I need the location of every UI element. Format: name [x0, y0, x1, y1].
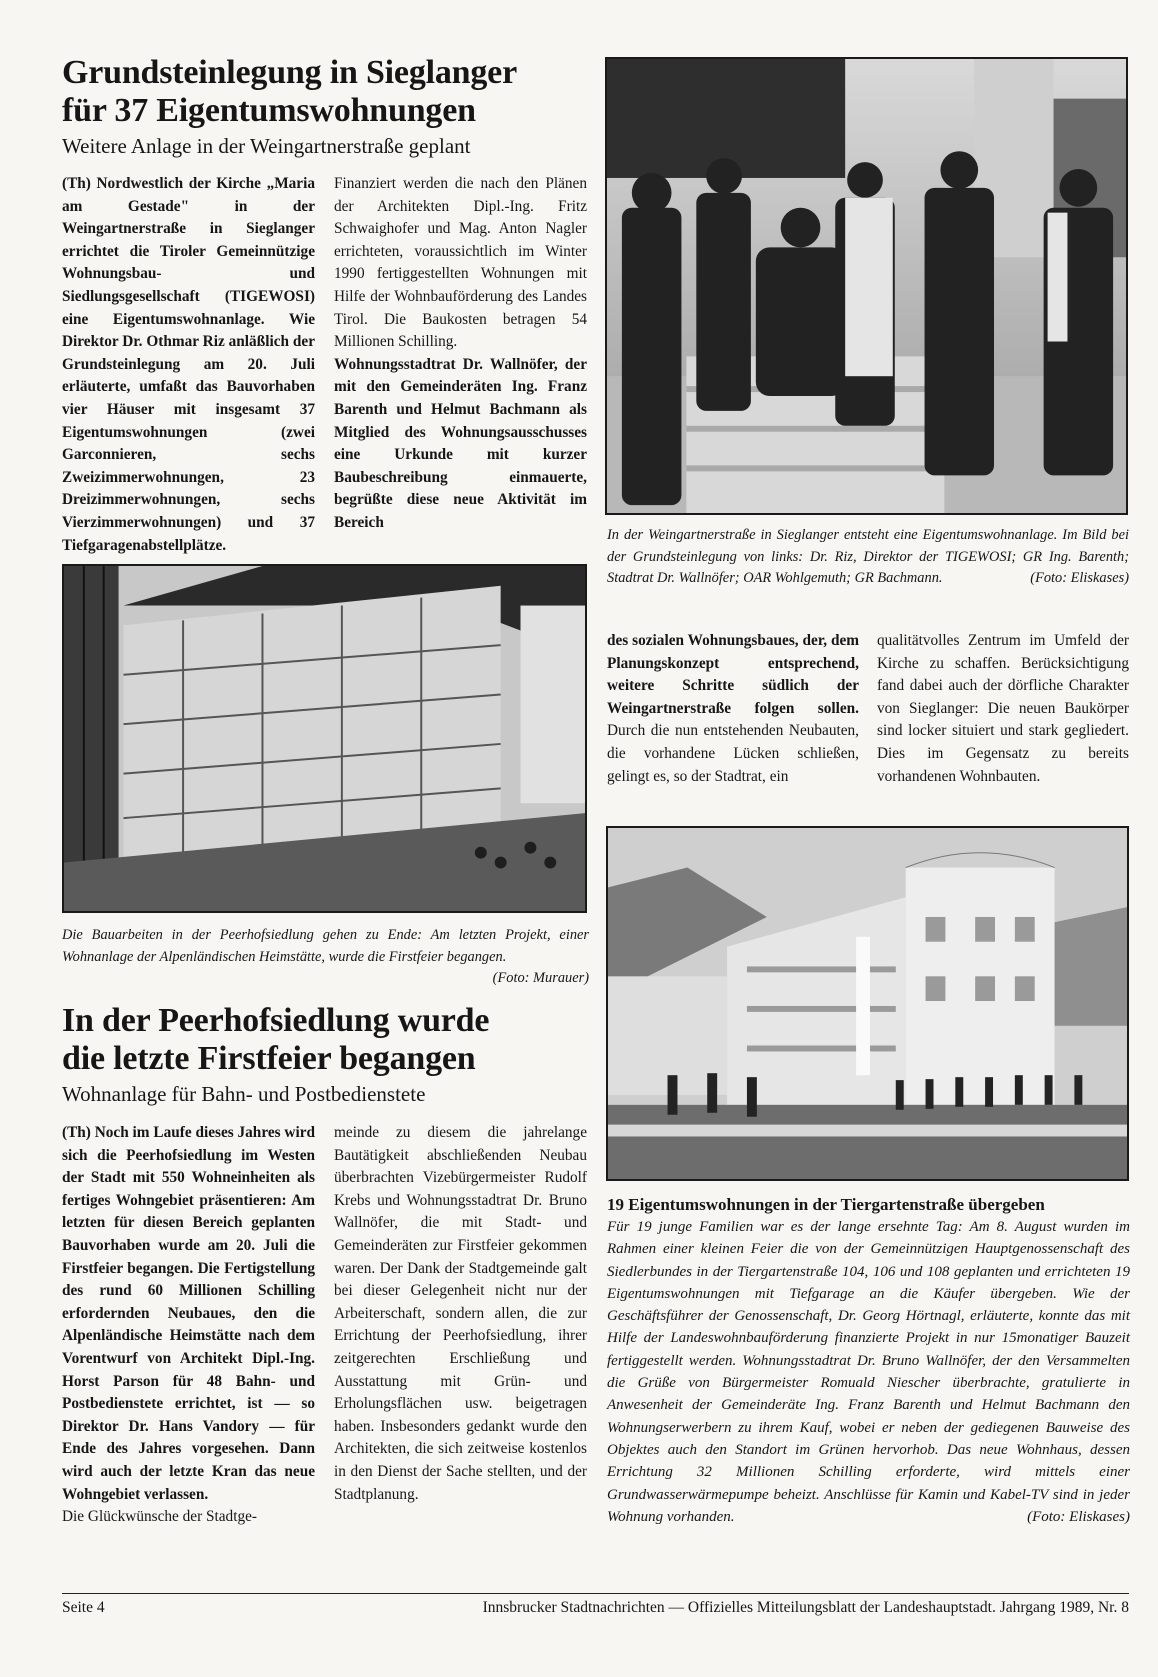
article1-col3-paragraph — [607, 630, 859, 788]
article1-col3-bold-text: des sozialen Wohnungsbaues, der, dem Planungskonzept entsprechend, weitere Schritte südlich der Weingartnerstraße folgen sollen. — [607, 632, 859, 717]
construction-site-caption-text: Die Bauarbeiten in der Peerhofsiedlung gehen zu Ende: Am letzten Projekt, einer Wohnanlage der Alpenländischen Heimstätte, wurde die Firstfeier begangen. — [62, 927, 589, 965]
foundation-stone-caption — [607, 525, 1129, 590]
foundation-stone-photo — [605, 57, 1128, 515]
article1-headline-line1: Grundsteinlegung in Sieglanger — [62, 54, 517, 91]
article3-photo-credit: (Foto: Eliskases) — [1027, 1508, 1130, 1525]
construction-site-photo — [62, 564, 587, 913]
article1-col3-text: Durch die nun entstehenden Neubauten, die vorhandene Lücken schließen, gelingt es, so der Stadtrat, ein — [607, 722, 859, 785]
article1-column-4 — [877, 630, 1129, 788]
article3 — [607, 1194, 1130, 1528]
article1-col4-text: qualitätvolles Zentrum im Umfeld der Kirche zu schaffen. Berücksichtigung fand dabei auch der dörfliche Charakter von Sieglanger: Die neuen Baukörper sind locker situiert und stark gegliedert. Dies im Gegensatz zu bereits vorhandenen Wohnbauten. — [877, 632, 1129, 785]
article1-subheadline: Weitere Anlage in der Weingartnerstraße geplant — [62, 134, 471, 158]
article2-headline-line1: In der Peerhofsiedlung wurde — [62, 1002, 490, 1039]
article3-body: Für 19 junge Familien war es der lange ersehnte Tag: Am 8. August wurden im Rahmen einer kleinen Feier die von der Gemeinnützigen Hauptgenossenschaft des Siedlerbundes in der Tiergartenstraße 104, 106 und 108 geplanten und errichteten 19 Eigentumswohnungen mit Tiefgarage an die Käufer übergeben. Wie der Geschäftsführer der Genossenschaft, Dr. Georg Hörtnagl, erläuterte, konnte das mit Hilfe der Landeswohnbauförderung finanzierte Projekt in nur 15monatiger Bauzeit fertiggestellt werden. Wohnungsstadtrat Dr. Bruno Wallnöfer, der den Versammelten die Grüße von Bürgermeister Romuald Niescher überbrachte, gratulierte in Anwesenheit der Gemeinderäte Ing. Franz Barenth und Helmut Bachmann den Wohnungserwerbern zu ihrem Kauf, wobei er neben der gediegenen Bauweise des Objektes auch den Standort im Grünen hervorhob. Das neue Wohnhaus, dessen Errichtung 32 Millionen Schilling erforderte, wird mittels einer Grundwasserwärmepumpe beheizt. Anschlüsse für Kamin und Kabel-TV sind in jeder Wohnung vorhanden. — [607, 1219, 1130, 1525]
construction-site-caption — [62, 925, 589, 990]
construction-site-photo-image — [64, 566, 585, 911]
construction-site-photo-credit: (Foto: Murauer) — [492, 970, 589, 987]
article1-col1-text: (Th) Nordwestlich der Kirche „Maria am Gestade" in der Weingartnerstraße in Sieglanger errichtet die Tiroler Gemeinnützige Wohnungsbau- und Siedlungsgesellschaft (TIGEWOSI) eine Eigentumswohnanlage. Wie Direktor Dr. Othmar Riz anläßlich der Grundsteinlegung am 20. Juli erläuterte, umfaßt das Bauvorhaben vier Häuser mit insgesamt 37 Eigentumswohnungen (zwei Garconnieren, sechs Zweizimmerwohnungen, 23 Dreizimmerwohnungen, sechs Vierzimmerwohnungen) und 37 Tiefgaragenabstellplätze. — [62, 175, 315, 554]
article2-subheadline: Wohnanlage für Bahn- und Postbedienstete — [62, 1082, 426, 1106]
foundation-stone-photo-credit: (Foto: Eliskases) — [1030, 570, 1129, 587]
article2-col1-text: Die Glückwünsche der Stadtge- — [62, 1508, 257, 1526]
tiergartenstrasse-photo — [606, 826, 1129, 1181]
footer-publication: Innsbrucker Stadtnachrichten — Offizielles Mitteilungsblatt der Landeshauptstadt. Jahrgang 1989, Nr. 8 — [482, 1599, 1129, 1616]
article1-col2-text: Finanziert werden die nach den Plänen der Architekten Dipl.-Ing. Fritz Schwaighofer und Mag. Anton Nagler errichteten, voraussichtlich im Winter 1990 fertiggestellten Wohnungen mit Hilfe der Wohnbauförderung des Landes Tirol. Die Baukosten betragen 54 Millionen Schilling. — [334, 175, 587, 351]
article2-column-1 — [62, 1122, 315, 1529]
article1-column-1 — [62, 173, 315, 557]
tiergartenstrasse-photo-image — [608, 828, 1127, 1179]
foundation-stone-photo-image — [607, 59, 1126, 513]
article1-col2-bold-text: Wohnungsstadtrat Dr. Wallnöfer, der mit den Gemeinderäten Ing. Franz Barenth und Helmut Bachmann als Mitglied des Wohnungsausschusses eine Urkunde mit kurzer Baubeschreibung einmauerte, begrüßte diese neue Aktivität im Bereich — [334, 355, 587, 531]
article1-column-3 — [607, 630, 859, 788]
article2-header — [62, 1002, 592, 1106]
article3-body-container — [607, 1216, 1130, 1528]
article1-column-2 — [334, 173, 587, 535]
footer-rule — [62, 1593, 1129, 1594]
article2-headline-line2: die letzte Firstfeier begangen — [62, 1040, 476, 1077]
article1-header — [62, 54, 592, 158]
article2-col1-bold-text: (Th) Noch im Laufe dieses Jahres wird sich die Peerhofsiedlung im Westen der Stadt mit 550 Wohneinheiten als fertiges Wohngebiet präsentieren: Am letzten für diesen Bereich geplanten Bauvorhaben wurde am 20. Juli die Firstfeier begangen. Die Fertigstellung des rund 60 Millionen Schilling erfordernden Neubaues, den die Alpenländische Heimstätte nach dem Vorentwurf von Architekt Dipl.-Ing. Horst Parson für 48 Bahn- und Postbedienstete errichtet, ist — so Direktor Dr. Hans Vandory — für Ende des Jahres vorgesehen. Dann wird auch der letzte Kran das neue Wohngebiet verlassen. — [62, 1124, 315, 1503]
article1-headline-line2: für 37 Eigentumswohnungen — [62, 92, 476, 129]
article2-column-2 — [334, 1122, 587, 1506]
footer-page-number: Seite 4 — [62, 1599, 105, 1616]
article2-col2-text: meinde zu diesem die jahrelange Bautätigkeit abschließenden Neubau überbrachten Vizebürgermeister Rudolf Krebs und Wohnungsstadtrat Dr. Bruno Wallnöfer, die mit Stadt- und Gemeinderäten zur Firstfeier gekommen waren. Der Dank der Stadtgemeinde galt bei dieser Gelegenheit nicht nur der Arbeiterschaft, sondern allen, die zur Errichtung der Peerhofsiedlung, ihrer zeitgerechten Erschließung und Ausstattung mit Grün- und Erholungsflächen usw. beigetragen haben. Insbesonders gedankt wurde den Architekten, die sich zeitweise kostenlos in den Dienst der Sache stellten, und der Stadtplanung. — [334, 1124, 587, 1503]
foundation-stone-caption-text: In der Weingartnerstraße in Sieglanger entsteht eine Eigentumswohnanlage. Im Bild bei der Grundsteinlegung von links: Dr. Riz, Direktor der TIGEWOSI; GR Ing. Barenth; Stadtrat Dr. Wallnöfer; OAR Wohlgemuth; GR Bachmann. — [607, 527, 1129, 587]
article3-title: 19 Eigentumswohnungen in der Tiergartenstraße übergeben — [607, 1195, 1045, 1214]
